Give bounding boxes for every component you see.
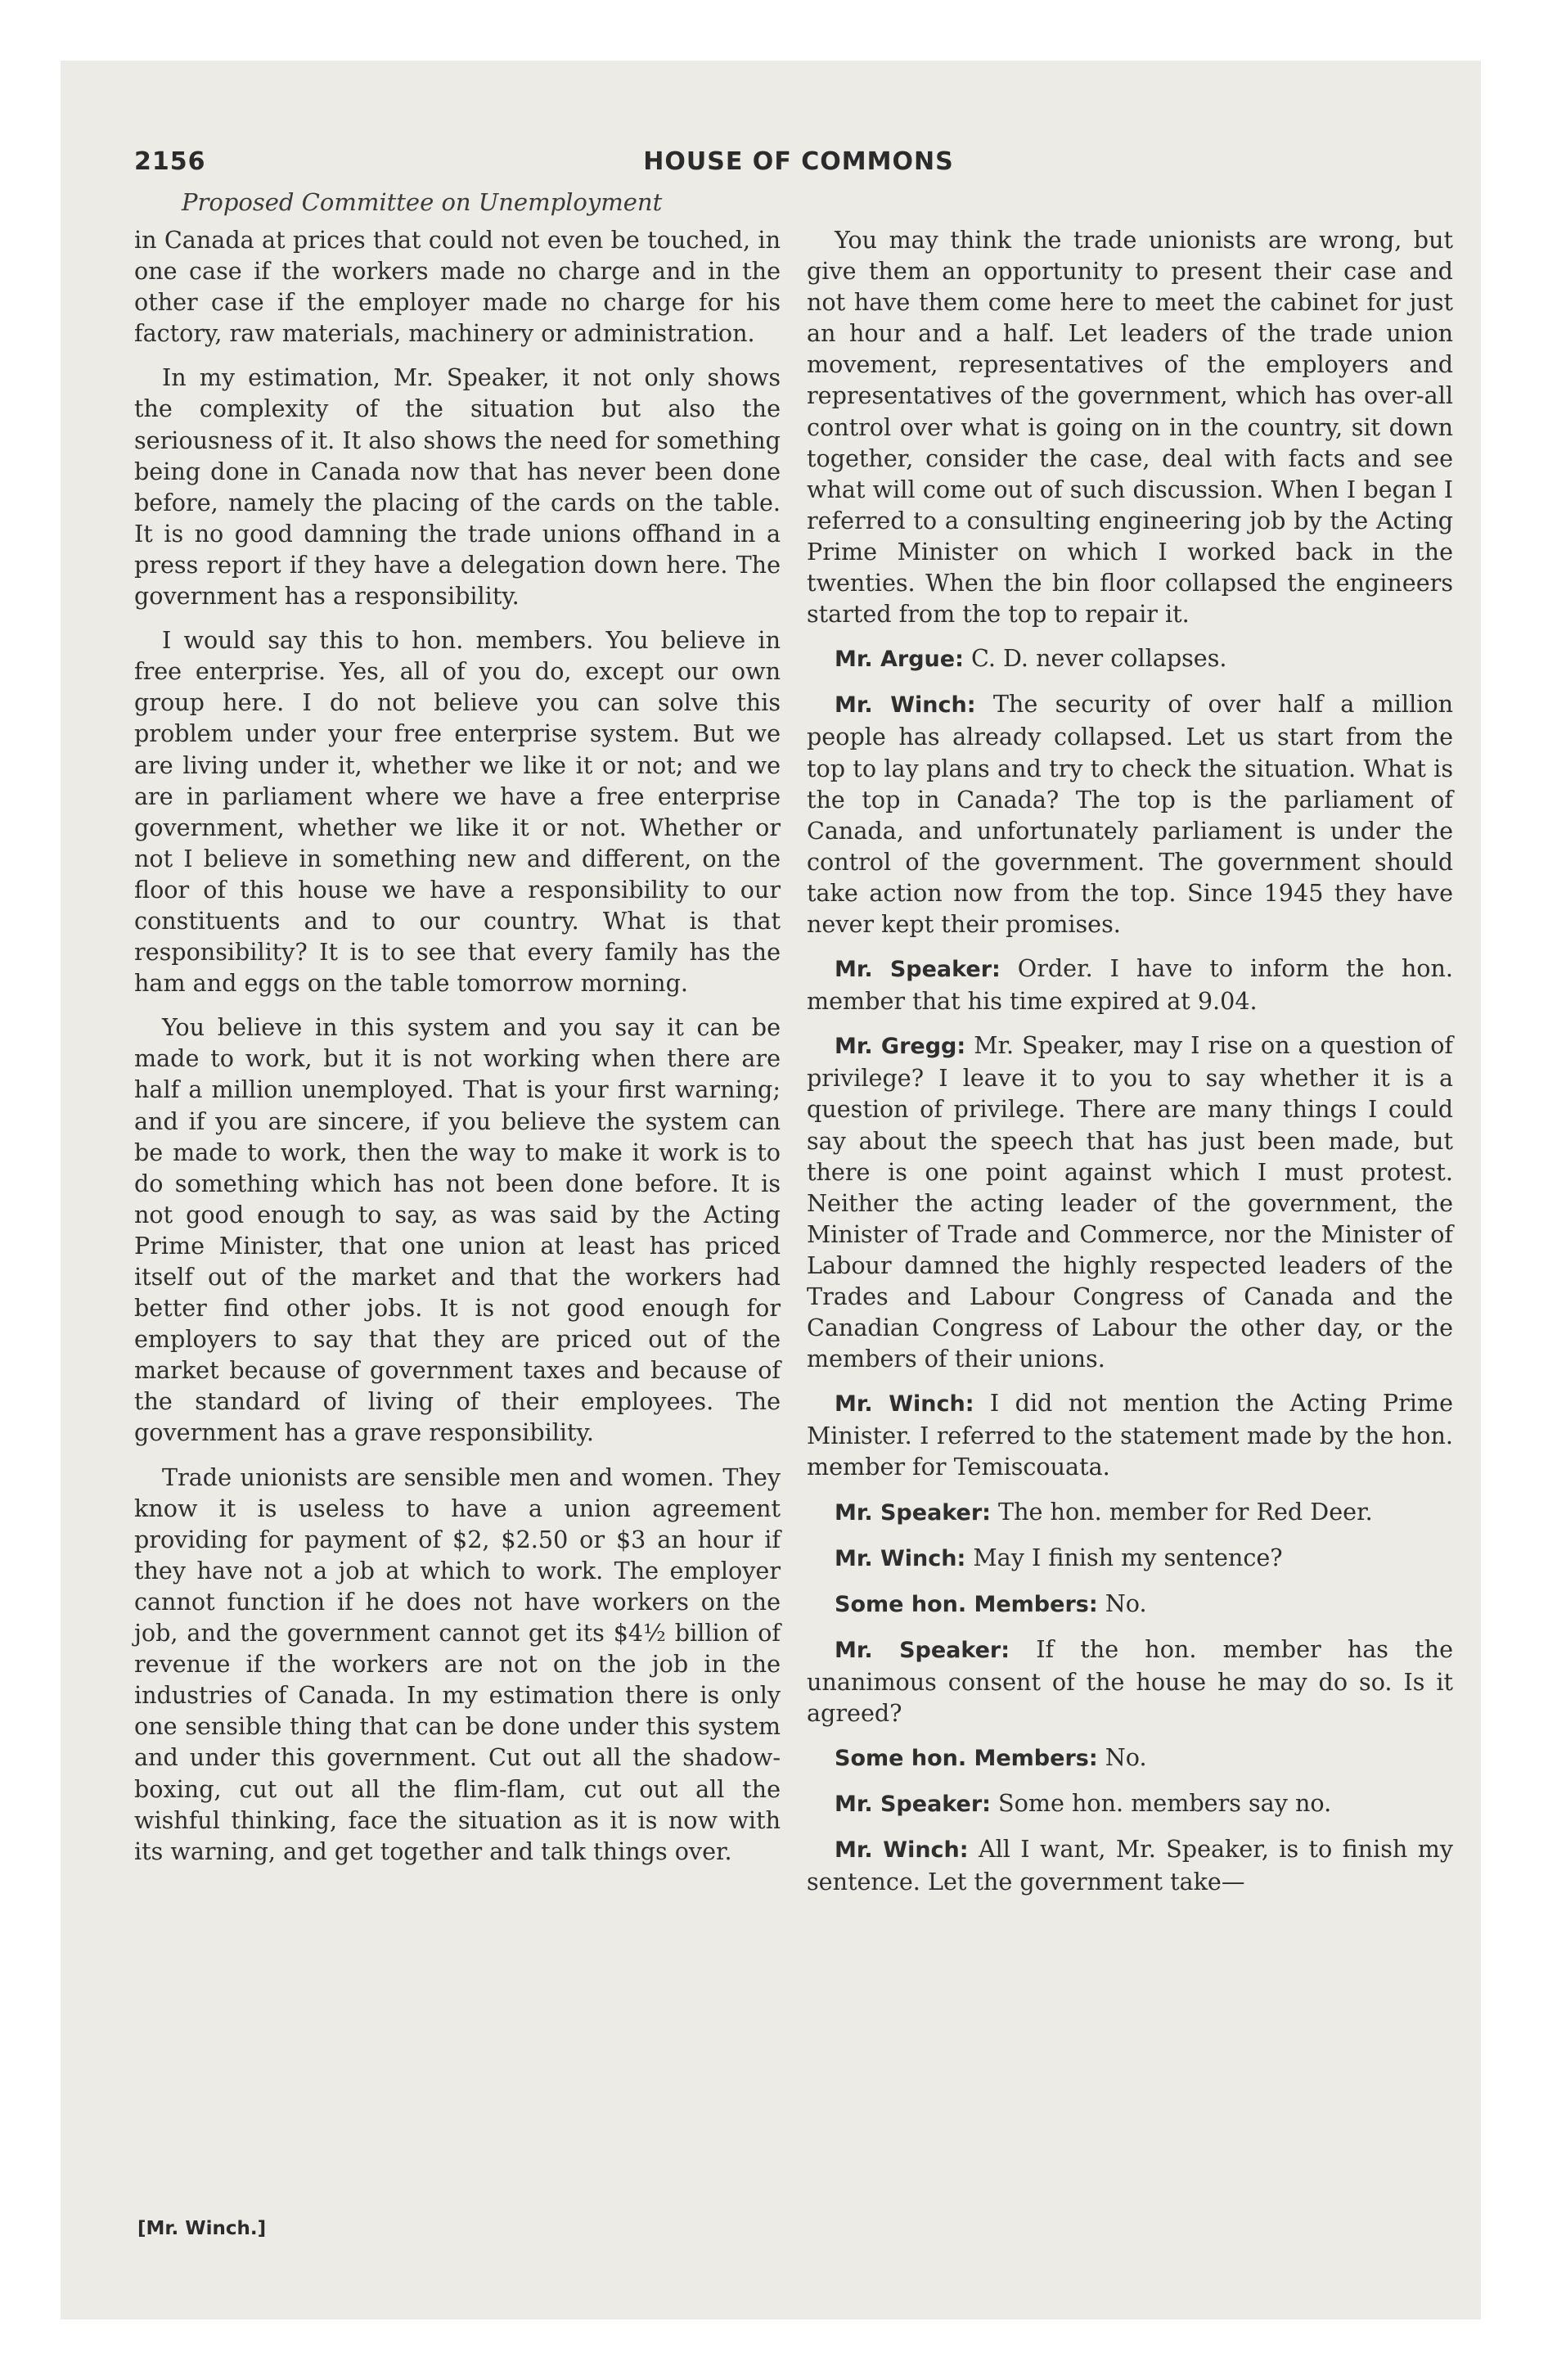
speaker-name: Mr. Argue: bbox=[835, 647, 964, 673]
speech bbox=[807, 1742, 1453, 1774]
speaker-name: Some hon. Members: bbox=[835, 1746, 1098, 1772]
page-header bbox=[134, 147, 1463, 187]
paragraph: Trade unionists are sensible men and women. They know it is useless to have a union agreement providing for payment of $2, $2.50 or $3 an hour if they have not a job at which to work. The employer cannot function if he does not have workers on the job, and the government cannot get its $4½ billion of revenue if the workers are not on the job in the industries of Canada. In my estimation there is only one sensible thing that can be done under this system and under this government. Cut out all the shadow-boxing, cut out all the flim-flam, cut out all the wishful thinking, face the situation as it is now with its warning, and get together and talk things over. bbox=[134, 1463, 781, 1865]
speaker-name: Mr. Speaker: bbox=[835, 1637, 1010, 1663]
speech bbox=[807, 1387, 1453, 1482]
speech bbox=[807, 953, 1453, 1016]
footer-speaker-tag: [Mr. Winch.] bbox=[137, 2218, 267, 2239]
speech bbox=[807, 688, 1453, 940]
right-column bbox=[807, 224, 1453, 1911]
speech-text: Some hon. members say no. bbox=[990, 1789, 1332, 1818]
speech bbox=[807, 642, 1453, 675]
subject-heading: Proposed Committee on Unemployment bbox=[182, 188, 663, 216]
speech-text: May I finish my sentence? bbox=[965, 1543, 1283, 1571]
speech-text: The security of over half a million people has already collapsed. Let us start from the top to lay plans and try to check the situation. What is the top in Canada? The top is the parliament of Canada, and unfortunately parliament is under the control of the government. The government should take action now from the top. Since 1945 they have never kept their promises. bbox=[807, 690, 1453, 938]
left-column bbox=[134, 224, 781, 1880]
speech-text: No. bbox=[1097, 1743, 1147, 1772]
speaker-name: Mr. Gregg: bbox=[835, 1034, 966, 1060]
speaker-name: Mr. Speaker: bbox=[835, 1792, 991, 1818]
running-head: HOUSE OF COMMONS bbox=[643, 147, 954, 176]
speech-text: If the hon. member has the unanimous consent of the house he may do so. Is it agreed? bbox=[807, 1634, 1453, 1728]
speech bbox=[807, 1787, 1453, 1820]
speech bbox=[807, 1634, 1453, 1729]
speech bbox=[807, 1833, 1453, 1897]
paragraph: You may think the trade unionists are wrong, but give them an opportunity to present their case and not have them come here to meet the cabinet for just an hour and a half. Let leaders of the trade union movement, representatives of the employers and representatives of the government, which has over-all control over what is going on in the country, sit down together, consider the case, deal with facts and see what will come out of such discussion. When I began I referred to a consulting engineering job by the Acting Prime Minister on which I worked back in the twenties. When the bin floor collapsed the engineers started from the top to repair it. bbox=[807, 226, 1453, 629]
speaker-name: Mr. Winch: bbox=[835, 692, 976, 719]
speech-text: C. D. never collapses. bbox=[963, 644, 1227, 673]
speech-text: The hon. member for Red Deer. bbox=[990, 1497, 1373, 1526]
speaker-name: Mr. Winch: bbox=[835, 1837, 969, 1864]
paragraph: You believe in this system and you say it can be made to work, but it is not working when there are half a million unemployed. That is your first warning; and if you are sincere, if you believe the system can be made to work, then the way to make it work is to do something which has not been done before. It is not good enough to say, as was said by the Acting Prime Minister, that one union at least has priced itself out of the market and that the workers had better find other jobs. It is not good enough for employers to say that they are priced out of the market because of government taxes and because of the standard of living of their employees. The government has a grave responsibility. bbox=[134, 1013, 781, 1447]
speaker-name: Mr. Speaker: bbox=[835, 957, 1001, 983]
speech bbox=[807, 1588, 1453, 1620]
paragraph: in Canada at prices that could not even be touched, in one case if the workers made no charge and in the other case if the employer made no charge for his factory, raw materials, machinery or administration. bbox=[134, 226, 781, 348]
speech-text: I did not mention the Acting Prime Minister. I referred to the statement made by the hon. member for Temiscouata. bbox=[807, 1389, 1453, 1481]
speech-text: No. bbox=[1097, 1589, 1147, 1617]
speaker-name: Some hon. Members: bbox=[835, 1591, 1098, 1617]
speech-text: All I want, Mr. Speaker, is to finish my sentence. Let the government take— bbox=[807, 1835, 1453, 1896]
paragraph: In my estimation, Mr. Speaker, it not only shows the complexity of the situation but also the seriousness of it. It also shows the need for something being done in Canada now that has never been done before, namely the placing of the cards on the table. It is no good damning the trade unions offhand in a press report if they have a delegation down here. The government has a responsibility. bbox=[134, 363, 781, 611]
speech-text: Mr. Speaker, may I rise on a question of privilege? I leave it to you to say whether it is a question of privilege. There are many things I could say about the speech that has just been made, but there is one point against which I must protest. Neither the acting leader of the government, the Minister of Trade and Commerce, nor the Minister of Labour damned the highly respected leaders of the Trades and Labour Congress of Canada and the Canadian Congress of Labour the other day, or the members of their unions. bbox=[807, 1031, 1454, 1373]
speaker-name: Mr. Winch: bbox=[835, 1545, 966, 1571]
speaker-name: Mr. Winch: bbox=[835, 1391, 974, 1418]
page-number: 2156 bbox=[134, 147, 206, 176]
speech bbox=[807, 1030, 1453, 1374]
speaker-name: Mr. Speaker: bbox=[835, 1499, 991, 1526]
paragraph: I would say this to hon. members. You believe in free enterprise. Yes, all of you do, except our own group here. I do not believe you can solve this problem under your free enterprise system. But we are living under it, whether we like it or not; and we are in parliament where we have a free enterprise government, whether we like it or not. Whether or not I believe in something new and different, on the floor of this house we have a responsibility to our constituents and to our country. What is that responsibility? It is to see that every family has the ham and eggs on the table tomorrow morning. bbox=[134, 626, 781, 998]
speech bbox=[807, 1496, 1453, 1529]
speech-text: Order. I have to inform the hon. member that his time expired at 9.04. bbox=[807, 954, 1454, 1016]
speech bbox=[807, 1542, 1453, 1575]
